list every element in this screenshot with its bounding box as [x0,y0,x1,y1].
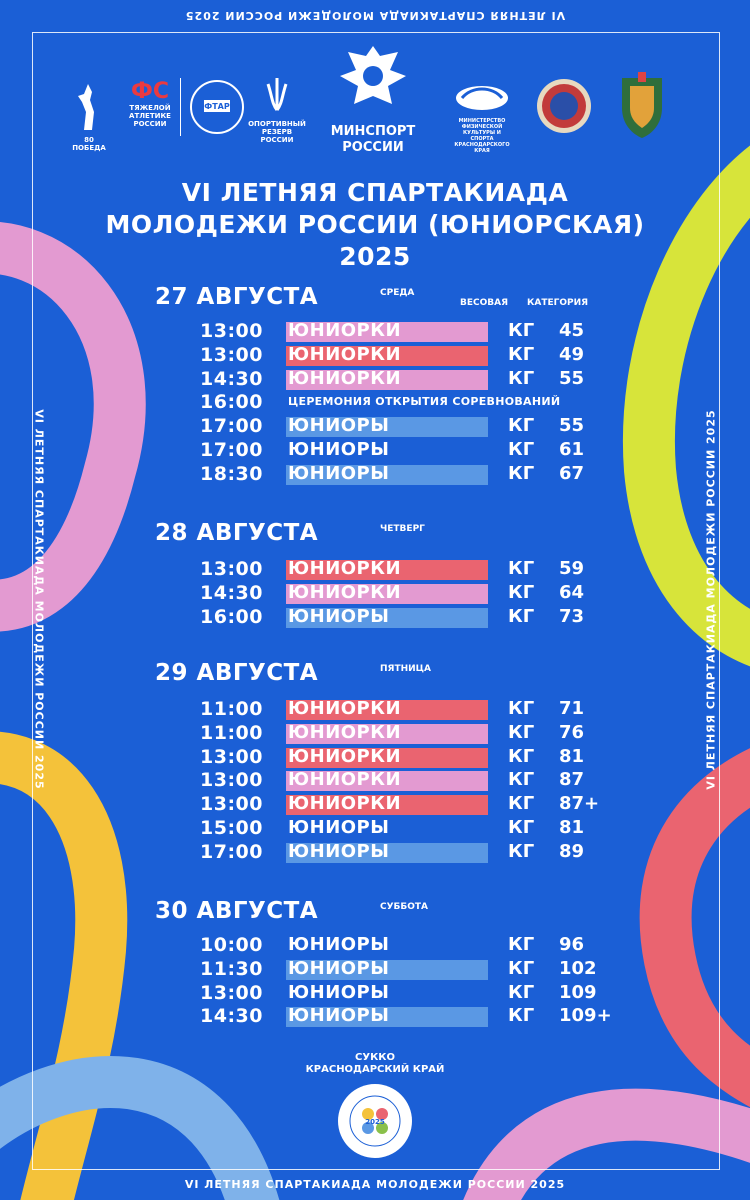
row-weight: 81 [559,817,585,838]
row-group: ЮНИОРКИ [288,769,402,790]
row-group: ЮНИОРКИ [288,698,402,719]
row-weight: 55 [559,368,585,389]
row-group: ЮНИОРЫ [288,934,390,955]
row-weight: 87 [559,769,585,790]
row-weight: 55 [559,415,585,436]
row-group: ЮНИОРЫ [288,982,390,1003]
schedule-row [200,391,620,413]
row-weight: 59 [559,558,585,579]
day-weekday: ЧЕТВЕРГ [380,524,425,534]
schedule-row [200,934,620,956]
federation-emblem [188,78,246,136]
footer-location-2: КРАСНОДАРСКИЙ КРАЙ [305,1064,445,1075]
row-time: 15:00 [200,817,263,839]
row-unit: КГ [508,793,535,814]
row-unit: КГ [508,463,535,484]
row-group: ЮНИОРКИ [288,722,402,743]
footer-location-1: СУККО [355,1052,395,1063]
schedule-row [200,982,620,1004]
day-date: 27 АВГУСТА [155,284,319,310]
row-time: 11:30 [200,958,263,980]
day-date: 30 АВГУСТА [155,898,319,924]
row-unit: КГ [508,368,535,389]
row-time: 13:00 [200,746,263,768]
title-line-2: МОЛОДЕЖИ РОССИИ (ЮНИОРСКАЯ) [105,210,645,239]
row-time: 10:00 [200,934,263,956]
row-group: ЮНИОРКИ [288,582,402,603]
schedule-row [200,958,620,980]
schedule-row [200,606,620,628]
row-weight: 61 [559,439,585,460]
minsport-logo: МИНСПОРТ РОССИИ [318,40,428,156]
day-weekday: СРЕДА [380,288,415,298]
row-group: ЮНИОРКИ [288,368,402,389]
row-unit: КГ [508,841,535,862]
row-weight: 109+ [559,1005,612,1026]
row-group: ЮНИОРЫ [288,1005,390,1026]
schedule-row [200,415,620,437]
victory-80-logo: 80 ПОБЕДА [72,82,106,172]
row-time: 13:00 [200,558,263,580]
kuban-ministry-logo: МИНИСТЕРСТВО ФИЗИЧЕСКОЙ КУЛЬТУРЫ И СПОРТА КРАСНОДАРСКОГО КРАЯ [452,78,512,154]
logo-divider [180,78,181,136]
day-date: 28 АВГУСТА [155,520,319,546]
day-header [155,660,431,686]
fthar-logo: ФС ТЯЖЕЛОЙ АТЛЕТИКЕ РОССИИ [129,79,171,128]
round-emblem-logo [534,76,594,136]
row-weight: 96 [559,934,585,955]
day-date: 29 АВГУСТА [155,660,319,686]
row-time: 11:00 [200,698,263,720]
row-time: 13:00 [200,793,263,815]
schedule-row [200,1005,620,1027]
border-text-right: VI ЛЕТНЯЯ СПАРТАКИАДА МОЛОДЕЖИ РОССИИ 2025 [704,409,718,790]
row-unit: КГ [508,982,535,1003]
row-group: ЮНИОРЫ [288,606,390,627]
logo-row [60,40,690,170]
row-time: 13:00 [200,320,263,342]
row-unit: КГ [508,606,535,627]
schedule-row [200,344,620,366]
schedule-row [200,320,620,342]
spartakiada-emblem [336,1082,414,1160]
row-time: 18:30 [200,463,263,485]
row-unit: КГ [508,769,535,790]
schedule-row [200,439,620,461]
border-text-top: VI ЛЕТНЯЯ СПАРТАКИАДА МОЛОДЕЖИ РОССИИ 2025 [184,9,566,22]
row-unit: КГ [508,817,535,838]
krasnodar-coat-of-arms [612,68,672,140]
row-unit: КГ [508,934,535,955]
row-time: 14:30 [200,1005,263,1027]
row-unit: КГ [508,1005,535,1026]
svg-text:2025: 2025 [365,1118,385,1126]
row-group: ЮНИОРКИ [288,793,402,814]
row-event: ЦЕРЕМОНИЯ ОТКРЫТИЯ СОРЕВНОВАНИЙ [288,395,561,408]
row-time: 17:00 [200,841,263,863]
schedule-row [200,463,620,485]
day-weekday: ПЯТНИЦА [380,664,431,674]
row-time: 13:00 [200,982,263,1004]
row-time: 16:00 [200,391,263,413]
row-weight: 81 [559,746,585,767]
row-time: 14:30 [200,582,263,604]
schedule-row [200,558,620,580]
row-weight: 45 [559,320,585,341]
border-text-left: VI ЛЕТНЯЯ СПАРТАКИАДА МОЛОДЕЖИ РОССИИ 2025 [32,409,46,790]
row-time: 11:00 [200,722,263,744]
row-unit: КГ [508,582,535,603]
row-group: ЮНИОРКИ [288,320,402,341]
day-weekday: СУББОТА [380,902,429,912]
row-group: ЮНИОРЫ [288,415,390,436]
row-time: 16:00 [200,606,263,628]
sport-reserve-logo: ОПОРТИВНЫЙ РЕЗЕРВ РОССИИ [248,76,306,144]
row-group: ЮНИОРЫ [288,841,390,862]
row-group: ЮНИОРЫ [288,817,390,838]
schedule-row [200,368,620,390]
row-weight: 73 [559,606,585,627]
row-group: ЮНИОРЫ [288,439,390,460]
row-group: ЮНИОРЫ [288,463,390,484]
svg-text:ФТАР: ФТАР [204,102,230,111]
schedule-row [200,793,620,815]
row-unit: КГ [508,746,535,767]
schedule-row [200,817,620,839]
row-weight: 87+ [559,793,600,814]
row-group: ЮНИОРКИ [288,746,402,767]
border-text-bottom: VI ЛЕТНЯЯ СПАРТАКИАДА МОЛОДЕЖИ РОССИИ 2025 [184,1178,566,1191]
schedule-row [200,582,620,604]
row-group: ЮНИОРЫ [288,958,390,979]
row-weight: 76 [559,722,585,743]
row-group: ЮНИОРКИ [288,558,402,579]
row-unit: КГ [508,415,535,436]
row-weight: 67 [559,463,585,484]
row-weight: 109 [559,982,597,1003]
row-weight: 71 [559,698,585,719]
day-header [155,898,429,924]
row-time: 14:30 [200,368,263,390]
row-unit: КГ [508,439,535,460]
row-unit: КГ [508,344,535,365]
row-time: 17:00 [200,439,263,461]
title-line-1: VI ЛЕТНЯЯ СПАРТАКИАДА [181,178,569,207]
row-weight: 102 [559,958,597,979]
day-header [155,284,415,310]
row-weight: 49 [559,344,585,365]
day-header [155,520,425,546]
row-time: 17:00 [200,415,263,437]
row-unit: КГ [508,558,535,579]
row-weight: 89 [559,841,585,862]
col-head-category: КАТЕГОРИЯ [527,298,589,308]
schedule-row [200,746,620,768]
schedule-row [200,722,620,744]
row-unit: КГ [508,722,535,743]
row-time: 13:00 [200,769,263,791]
row-group: ЮНИОРКИ [288,344,402,365]
schedule-row [200,769,620,791]
row-unit: КГ [508,698,535,719]
row-weight: 64 [559,582,585,603]
row-unit: КГ [508,958,535,979]
row-time: 13:00 [200,344,263,366]
col-head-weight: ВЕСОВАЯ [460,298,509,308]
title-line-3: 2025 [339,242,411,271]
row-unit: КГ [508,320,535,341]
schedule-row [200,698,620,720]
schedule-row [200,841,620,863]
